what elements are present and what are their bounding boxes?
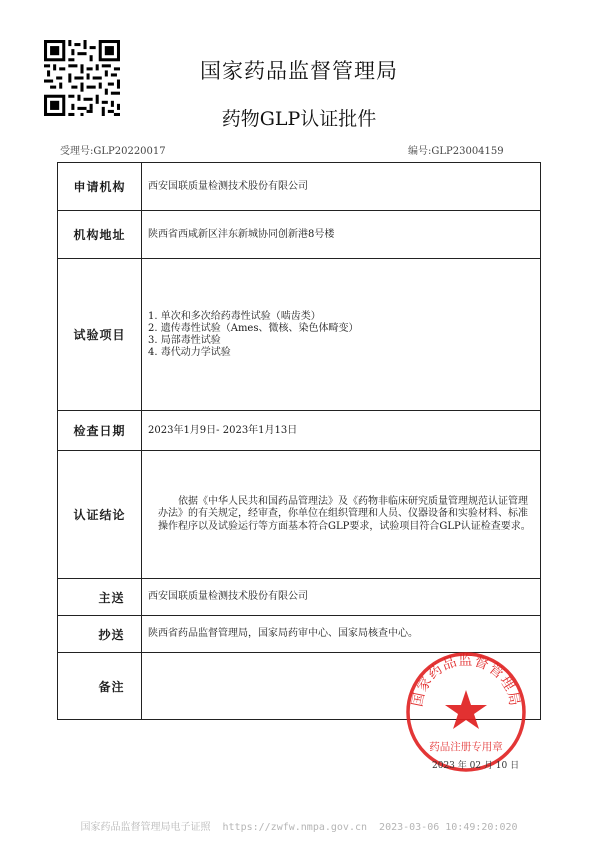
- list-item: 2. 遗传毒性试验（Ames、微核、染色体畸变）: [148, 322, 359, 334]
- test-items-value: [142, 259, 541, 411]
- official-seal-icon: [404, 650, 528, 774]
- certificate-table: [57, 162, 541, 720]
- row-inspection-date: [58, 411, 541, 451]
- main-recipient-label: 主送: [58, 579, 142, 616]
- row-main-recipient: [58, 579, 541, 616]
- seal-dept-text: 药品注册专用章: [429, 741, 503, 753]
- serial-number: [408, 142, 504, 157]
- inspection-date-value: 2023年1月9日- 2023年1月13日: [142, 411, 541, 451]
- main-recipient-value: 西安国联质量检测技术股份有限公司: [142, 579, 541, 616]
- acceptance-label: 受理号:: [60, 146, 94, 157]
- list-item: 3. 局部毒性试验: [148, 334, 221, 346]
- applicant-value: 西安国联质量检测技术股份有限公司: [142, 163, 541, 211]
- applicant-label: 申请机构: [58, 163, 142, 211]
- row-cc: [58, 616, 541, 653]
- inspection-date-label: 检查日期: [58, 411, 142, 451]
- cc-label: 抄送: [58, 616, 142, 653]
- row-conclusion: [58, 451, 541, 579]
- row-address: [58, 211, 541, 259]
- address-value: 陕西省西咸新区沣东新城协同创新港8号楼: [142, 211, 541, 259]
- test-items-list: [148, 311, 532, 359]
- acceptance-value: GLP20220017: [93, 146, 166, 157]
- address-label: 机构地址: [58, 211, 142, 259]
- list-item: 4. 毒代动力学试验: [148, 346, 231, 358]
- seal-date: 2023 年 02 月 10 日: [432, 761, 520, 771]
- document-title: 药物GLP认证批件: [221, 108, 377, 130]
- remarks-label: 备注: [58, 653, 142, 720]
- conclusion-label: 认证结论: [58, 451, 142, 579]
- e-license-footer: 国家药品监督管理局电子证照 https://zwfw.nmpa.gov.cn 2023-03-06 10:49:20:020: [80, 822, 518, 833]
- conclusion-cell: [142, 451, 541, 579]
- cc-value: 陕西省药品监督管理局，国家局药审中心、国家局核查中心。: [142, 616, 541, 653]
- serial-label: 编号:: [408, 146, 432, 157]
- test-items-label: 试验项目: [58, 259, 142, 411]
- acceptance-number: [60, 142, 166, 157]
- serial-value: GLP23004159: [431, 146, 504, 157]
- row-test-items: [58, 259, 541, 411]
- row-applicant: [58, 163, 541, 211]
- conclusion-text: 依据《中华人民共和国药品管理法》及《药物非临床研究质量管理规范认证管理办法》的有关规定，经审查，你单位在组织管理和人员、仪器设备和实验材料、标准操作程序以及试验运行等方面基本符合GLP要求，试验项目符合GLP认证检查要求。: [158, 495, 531, 532]
- issuing-authority-title: 国家药品监督管理局: [200, 59, 398, 83]
- seal-org-text: 国家药品监督管理局: [409, 652, 523, 709]
- list-item: 1. 单次和多次给药毒性试验（啮齿类）: [148, 310, 321, 322]
